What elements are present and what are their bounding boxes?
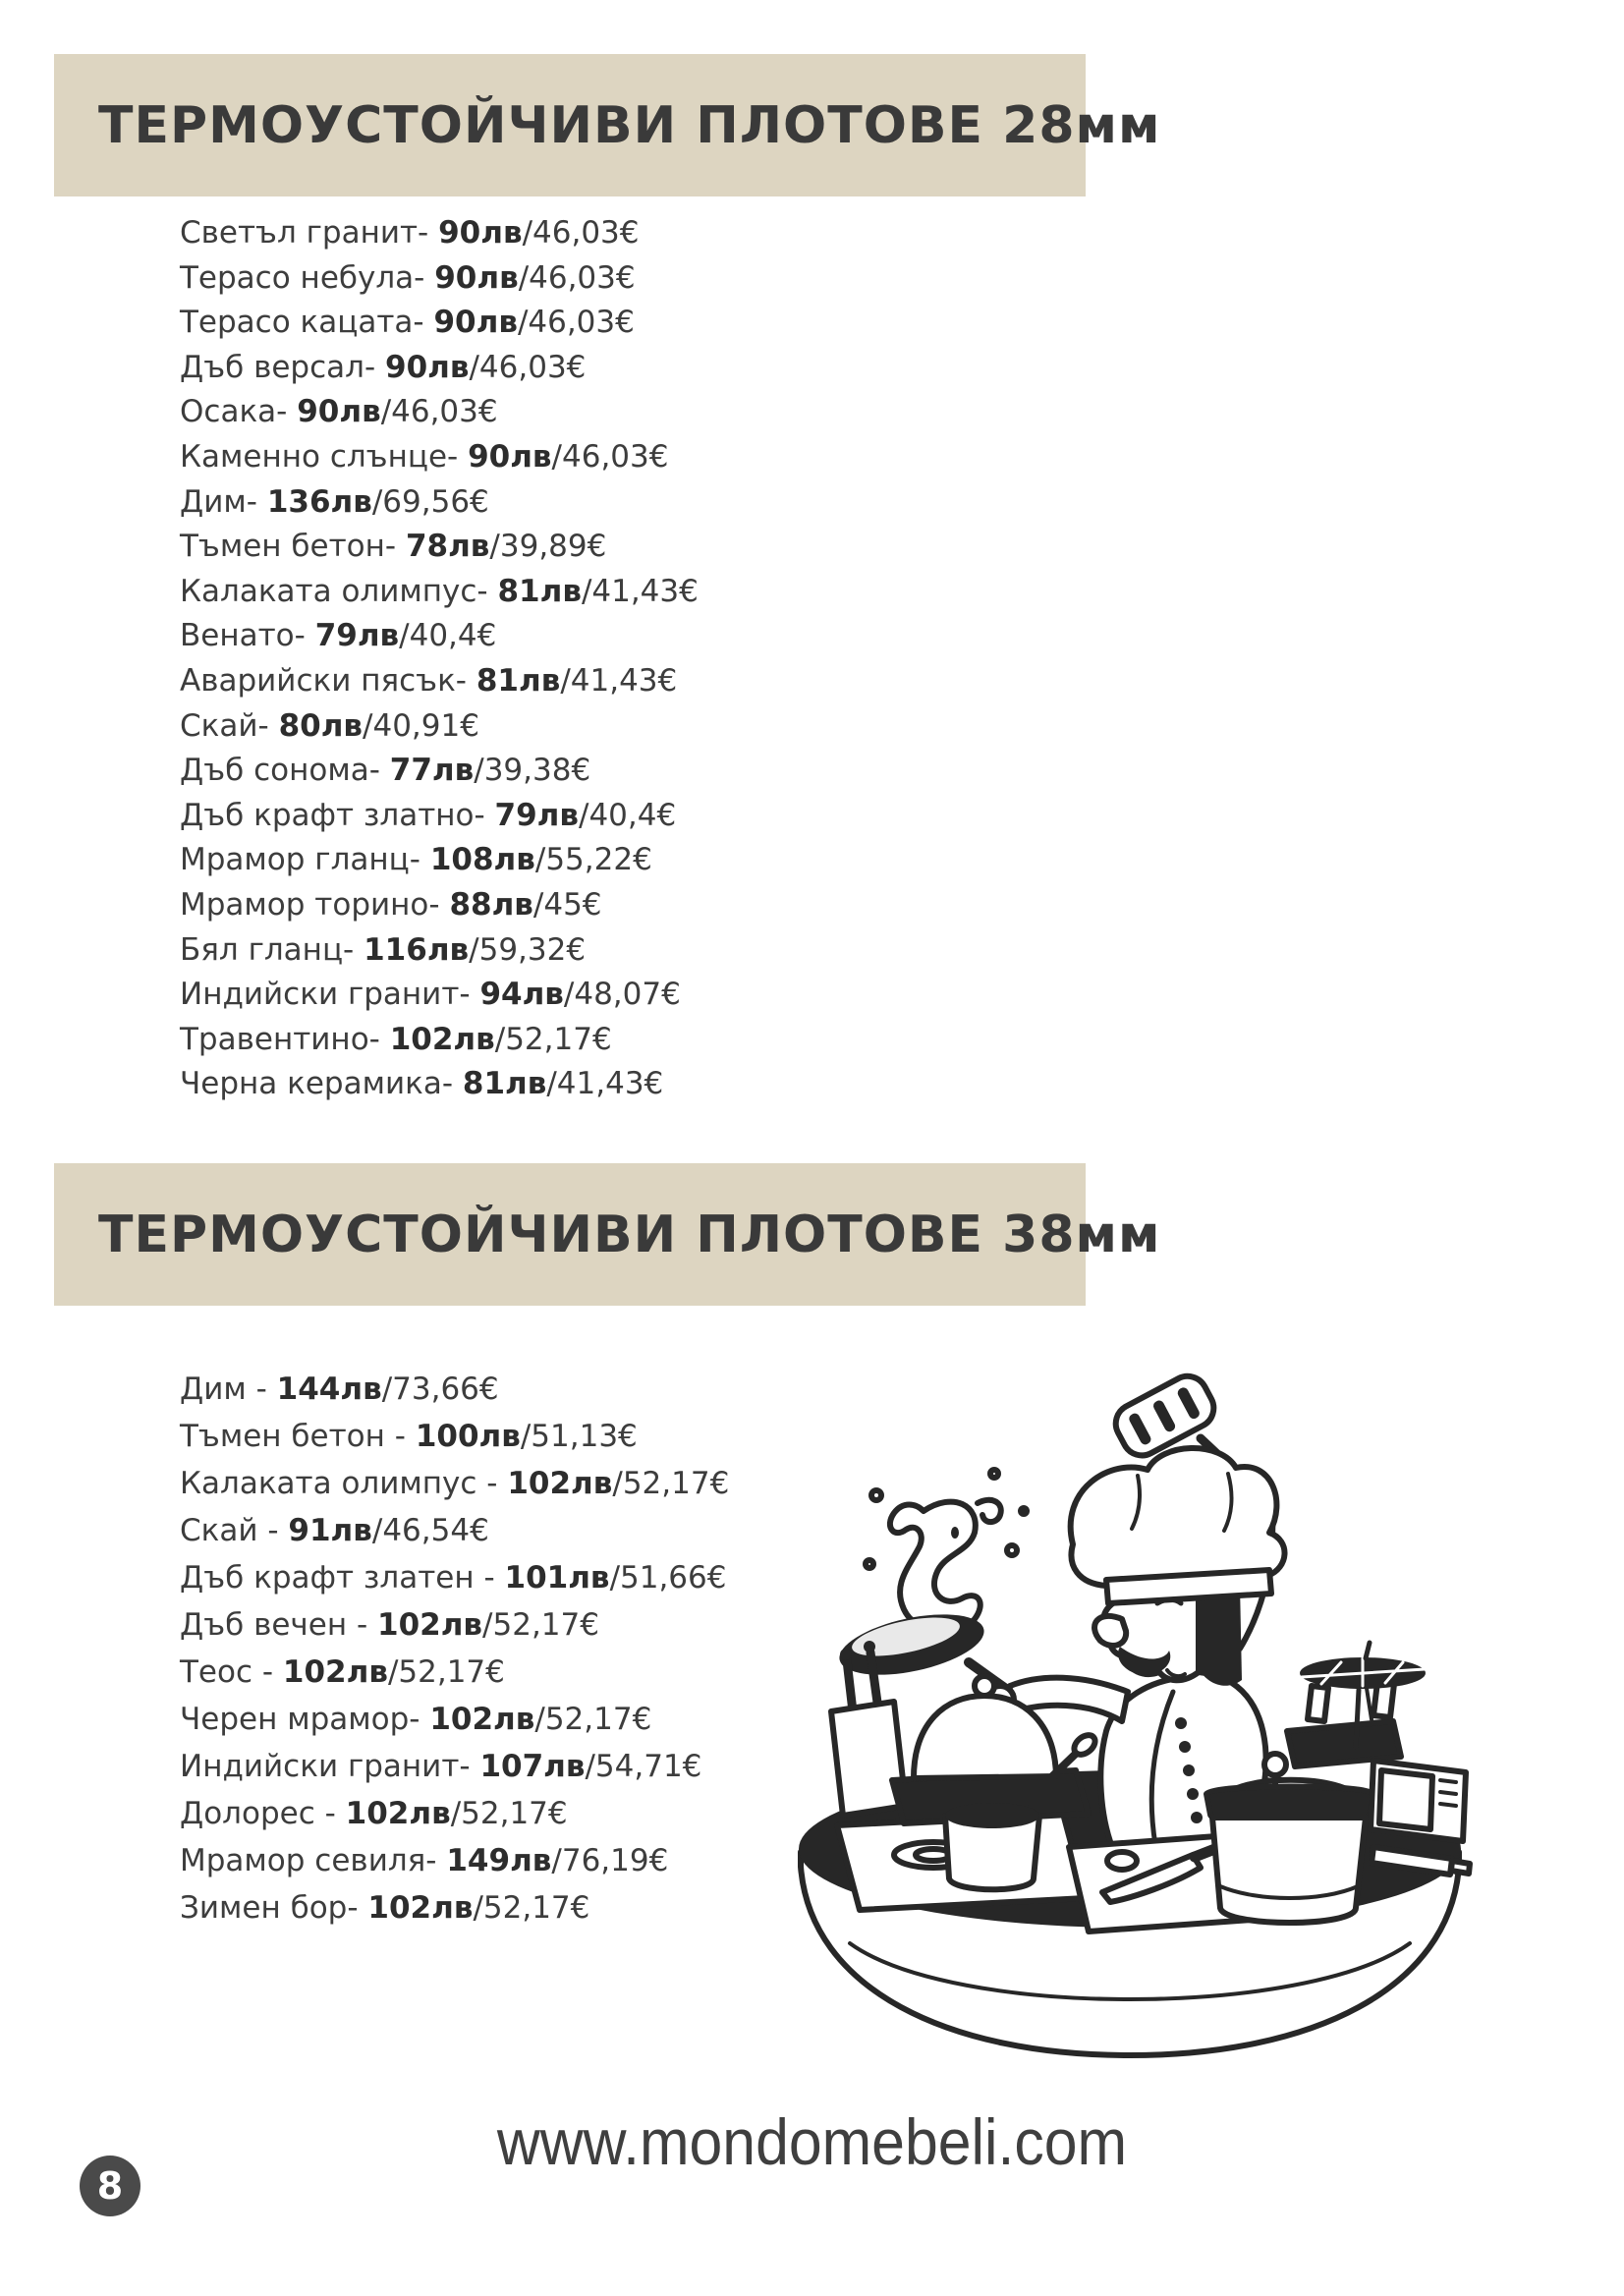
price-list-item: Дъб сонома- 77лв/39,38€ bbox=[180, 753, 591, 789]
price-list-item: Скай- 80лв/40,91€ bbox=[180, 707, 479, 744]
price-list-item: Индийски гранит- 107лв/54,71€ bbox=[180, 1749, 702, 1784]
price-list-item: Зимен бор- 102лв/52,17€ bbox=[180, 1890, 590, 1926]
chef-illustration bbox=[776, 1356, 1484, 2063]
price-list-item: Терасо кацата- 90лв/46,03€ bbox=[180, 305, 635, 341]
price-list-item: Черна керамика- 81лв/41,43€ bbox=[180, 1066, 664, 1102]
price-list-item: Калаката олимпус- 81лв/41,43€ bbox=[180, 573, 699, 609]
page-number-badge bbox=[80, 2156, 140, 2216]
price-list-item: Калаката олимпус - 102лв/52,17€ bbox=[180, 1466, 730, 1501]
price-list-item: Дим- 136лв/69,56€ bbox=[180, 483, 489, 520]
website-url-text: www.mondomebeli.com bbox=[496, 2105, 1128, 2178]
price-list-item: Дъб крафт златен - 101лв/51,66€ bbox=[180, 1560, 727, 1596]
price-list-item: Венато- 79лв/40,4€ bbox=[180, 618, 497, 654]
page-number-text: 8 bbox=[96, 2164, 124, 2208]
price-list-item: Аварийски пясък- 81лв/41,43€ bbox=[180, 662, 678, 699]
price-list-item: Дъб версал- 90лв/46,03€ bbox=[180, 349, 587, 385]
price-list-item: Бял гланц- 116лв/59,32€ bbox=[180, 931, 587, 968]
price-list-38mm bbox=[180, 1366, 729, 1932]
price-list-item: Мрамор торино- 88лв/45€ bbox=[180, 886, 602, 923]
price-list-item: Терасо небула- 90лв/46,03€ bbox=[180, 259, 636, 296]
price-list-item: Светъл гранит- 90лв/46,03€ bbox=[180, 215, 640, 251]
price-list-item: Скай - 91лв/46,54€ bbox=[180, 1513, 489, 1548]
section-header-28mm bbox=[54, 54, 1161, 196]
price-list-item: Черен мрамор- 102лв/52,17€ bbox=[180, 1702, 652, 1737]
price-list-item: Тъмен бетон- 78лв/39,89€ bbox=[180, 529, 607, 565]
price-list-item: Мрамор гланц- 108лв/55,22€ bbox=[180, 842, 652, 878]
price-list-item: Долорес - 102лв/52,17€ bbox=[180, 1796, 568, 1831]
website-url bbox=[0, 2104, 1624, 2179]
section-header-38mm bbox=[54, 1163, 1161, 1306]
price-list-item: Мрамор севиля- 149лв/76,19€ bbox=[180, 1843, 669, 1878]
price-list-item: Травентино- 102лв/52,17€ bbox=[180, 1021, 612, 1057]
price-list-item: Каменно слънце- 90лв/46,03€ bbox=[180, 438, 669, 475]
price-list-item: Дим - 144лв/73,66€ bbox=[180, 1372, 499, 1407]
price-list-item: Дъб крафт златно- 79лв/40,4€ bbox=[180, 797, 677, 833]
price-list-28mm bbox=[180, 211, 699, 1107]
section-title-28mm: ТЕРМОУСТОЙЧИВИ ПЛОТОВЕ 28мм bbox=[98, 95, 1161, 155]
section-title-38mm: ТЕРМОУСТОЙЧИВИ ПЛОТОВЕ 38мм bbox=[98, 1204, 1161, 1264]
price-list-item: Индийски гранит- 94лв/48,07€ bbox=[180, 977, 681, 1013]
price-list-item: Тъмен бетон - 100лв/51,13€ bbox=[180, 1419, 638, 1454]
price-list-item: Осака- 90лв/46,03€ bbox=[180, 394, 498, 430]
chef-cooking-cartoon-svg bbox=[776, 1356, 1484, 2063]
price-list-item: Дъб вечен - 102лв/52,17€ bbox=[180, 1607, 599, 1643]
price-list-item: Теос - 102лв/52,17€ bbox=[180, 1654, 505, 1690]
